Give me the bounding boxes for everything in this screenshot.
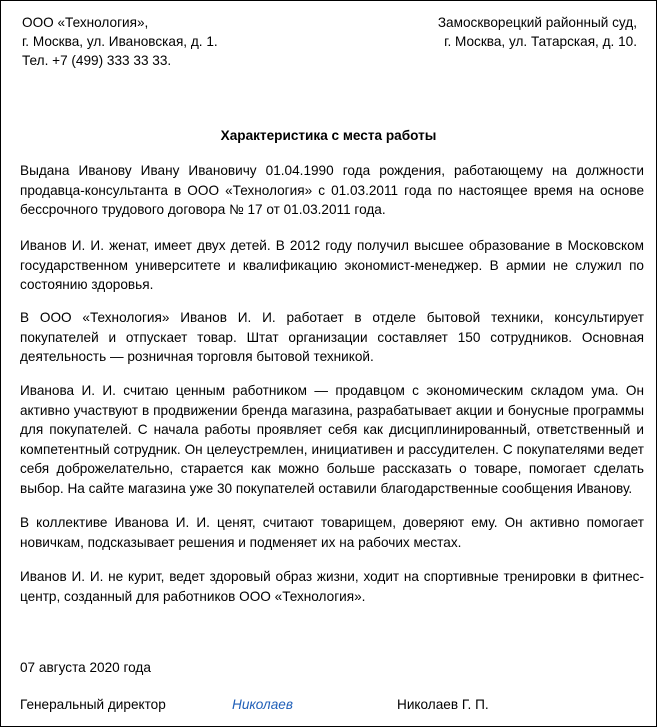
recipient-name: Замоскворецкий районный суд,: [437, 15, 637, 30]
sender-name: ООО «Технология»,: [22, 15, 149, 30]
paragraph-duties: В ООО «Технология» Иванов И. И. работает в отделе бытовой техники, консультирует покупателей и отпускает товар. Штат организации составляет 150 сотрудников. Основная деятельность — розничная торговля бытовой техникой.: [20, 310, 644, 365]
paragraph-birth-employment: Выдана Иванову Ивану Ивановичу 01.04.1990 года рождения, работающему на должности продавца-консультанта в ООО «Технология» с 01.03.2011 года по настоящее время на основе бессрочного трудового договора № 17 от 01.03.2011 года.: [20, 163, 644, 218]
handwritten-signature: Николаев: [232, 697, 293, 712]
signer-position: Генеральный директор: [20, 697, 166, 712]
paragraph-family-education: Иванов И. И. женат, имеет двух детей. В 2012 году получил высшее образование в Московском государственном университете и квалификацию экономист-менеджер. В армии не служил по состоянию здоровья.: [20, 238, 644, 293]
sender-block: [22, 13, 218, 70]
paragraph-qualities: Иванова И. И. считаю ценным работником — продавцом с экономическим складом ума. Он активно участвуют в продвижении бренда магазина, разрабатывает акции и бонусные программы для покупателей. С начала работы проявляет себя как дисциплинированный, ответственный и компетентный сотрудник. Он целеустремлен, инициативен и рассудителен. С покупателями ведет себя доброжелательно, старается как можно больше рассказать о товаре, помогает сделать выбор. На сайте магазина уже 30 покупателей оставили благодарственные сообщения Иванову.: [20, 383, 644, 496]
sender-phone: Тел. +7 (499) 333 33 33.: [22, 53, 172, 68]
paragraph-lifestyle: Иванов И. И. не курит, ведет здоровый образ жизни, ходит на спортивные тренировки в фитнес-центр, созданный для работников ООО «Технология».: [20, 569, 644, 604]
signer-name: Николаев Г. П.: [397, 697, 489, 712]
recipient-block: [438, 13, 637, 51]
paragraph-team: В коллективе Иванова И. И. ценят, считают товарищем, доверяют ему. Он активно помогает новичкам, подсказывает решения и подменяет их на рабочих местах.: [20, 515, 644, 550]
document-date: 07 августа 2020 года: [20, 660, 151, 675]
recipient-address: г. Москва, ул. Татарская, д. 10.: [444, 34, 637, 49]
sender-address: г. Москва, ул. Ивановская, д. 1.: [22, 34, 218, 49]
document-title: Характеристика с места работы: [220, 128, 437, 143]
